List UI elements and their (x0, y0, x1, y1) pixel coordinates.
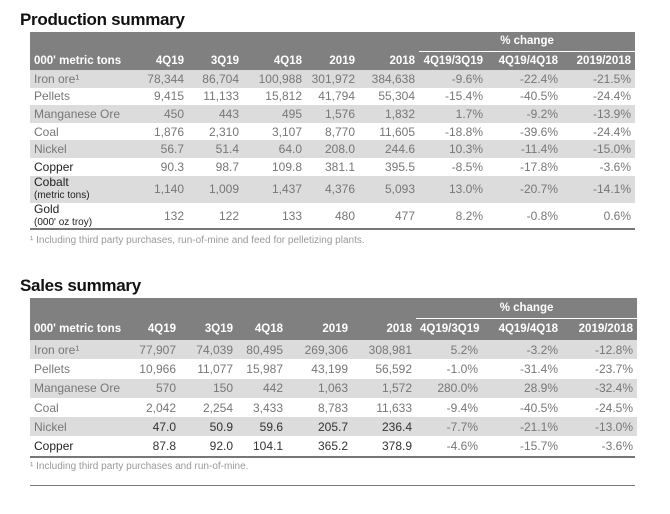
table-cell: 308,981 (352, 340, 416, 359)
table-cell: 205.7 (287, 417, 352, 436)
table-cell: 11,077 (197, 361, 233, 376)
table-cell: 56,592 (375, 361, 413, 376)
table-cell: 5,093 (359, 176, 419, 203)
table-cell: -3.6% (601, 439, 634, 454)
table-row (30, 398, 637, 417)
row-label (30, 379, 130, 398)
table-cell: 2,254 (202, 400, 233, 415)
table-cell: 8.2% (455, 209, 484, 224)
column-header: 2018 (352, 318, 416, 340)
table-row (30, 340, 637, 359)
table-row (30, 158, 635, 176)
table-cell: 3,107 (271, 124, 302, 139)
table-cell: 1,140 (140, 176, 188, 203)
table-cell: -8.5% (451, 159, 484, 174)
table-cell: 80,495 (237, 340, 287, 359)
table-cell: -22.4% (487, 70, 562, 88)
column-header: 4Q19 (130, 318, 180, 340)
row-label-text: Pellets (34, 89, 71, 104)
row-label (30, 70, 140, 88)
table-cell: -0.8% (526, 209, 559, 224)
table-cell: 51.4 (188, 140, 243, 158)
row-label-text: Manganese Ore (34, 106, 121, 121)
column-header: 2019/2018 (562, 51, 635, 70)
column-header: 2019 (287, 318, 352, 340)
table-cell: 443 (188, 105, 243, 123)
table-cell: -15.0% (562, 140, 635, 158)
table-cell: -11.4% (487, 140, 562, 158)
table-cell: 1,572 (352, 379, 416, 398)
table-cell: -9.6% (419, 70, 487, 88)
row-label (30, 340, 130, 359)
table-cell: 78,344 (140, 70, 188, 88)
table-cell: 381.1 (324, 159, 355, 174)
table-cell: 1,876 (153, 124, 184, 139)
table-cell: 395.5 (385, 159, 416, 174)
table-cell: 150 (180, 379, 237, 398)
table-cell: 90.3 (160, 159, 184, 174)
table-cell: -24.4% (593, 124, 632, 139)
table-cell: 1,009 (188, 176, 243, 203)
table-cell: -40.5% (520, 89, 559, 104)
table-cell: -4.6% (446, 439, 479, 454)
table-cell: -24.4% (593, 89, 632, 104)
table-cell: -3.6% (599, 159, 632, 174)
row-label (30, 88, 140, 106)
table-cell: 92.0 (209, 439, 233, 454)
table-cell: 269,306 (287, 340, 352, 359)
table-cell: 50.9 (180, 417, 237, 436)
table-cell: 1,437 (243, 176, 306, 203)
column-header: 2019/2018 (562, 318, 637, 340)
row-label-text: Iron ore¹ (34, 71, 80, 86)
table-cell: 8,770 (324, 124, 355, 139)
column-header: 4Q18 (243, 51, 306, 70)
table-cell: -7.7% (416, 417, 482, 436)
row-label-text: Manganese Ore (34, 381, 121, 396)
table-cell: 132 (163, 209, 184, 224)
table-cell: 1,576 (306, 105, 359, 123)
row-label (30, 398, 130, 417)
table-cell: 2,310 (208, 124, 239, 139)
table-row (30, 140, 635, 158)
table-cell: -3.2% (482, 340, 562, 359)
row-label-text: Cobalt (34, 175, 69, 190)
sales-footnote: ¹ Including third party purchases and run-of-mine. (30, 461, 249, 472)
table-cell: 280.0% (416, 379, 482, 398)
column-header: 4Q19/4Q18 (487, 51, 562, 70)
table-cell: 47.0 (130, 417, 180, 436)
table-bottom-rule (30, 228, 635, 230)
row-label-text: Coal (34, 400, 59, 415)
table-cell: 109.8 (271, 159, 302, 174)
table-cell: -15.4% (445, 89, 484, 104)
table-row (30, 105, 635, 123)
table-cell: -21.1% (482, 417, 562, 436)
table-cell: -13.0% (562, 417, 637, 436)
table-cell: 378.9 (382, 439, 413, 454)
row-label (30, 417, 130, 436)
table-cell: 28.9% (482, 379, 562, 398)
column-header: 2018 (359, 51, 419, 70)
table-cell: 87.8 (152, 439, 176, 454)
table-cell: 86,704 (188, 70, 243, 88)
column-header: 3Q19 (180, 318, 237, 340)
table-cell: 495 (243, 105, 306, 123)
table-row (30, 203, 635, 230)
table-cell: 450 (140, 105, 188, 123)
column-header: 4Q19/3Q19 (416, 318, 482, 340)
table-cell: 5.2% (416, 340, 482, 359)
table-cell: 43,199 (311, 361, 348, 376)
table-cell: -1.0% (446, 361, 479, 376)
table-row (30, 88, 635, 106)
table-cell: 480 (334, 209, 355, 224)
table-cell: 477 (395, 209, 416, 224)
production-summary-title: Production summary (20, 10, 185, 29)
table-row (30, 70, 635, 88)
table-cell: -17.8% (520, 159, 559, 174)
table-cell: 104.1 (252, 439, 283, 454)
table-cell: 10.3% (419, 140, 487, 158)
table-cell: 15,987 (246, 361, 283, 376)
table-cell: 11,133 (203, 89, 239, 104)
table-cell: 0.6% (603, 209, 632, 224)
table-cell: 133 (281, 209, 302, 224)
table-cell: 10,966 (139, 361, 176, 376)
row-label-text: Nickel (34, 142, 67, 157)
column-header: 2019 (306, 51, 359, 70)
table-bottom-rule (30, 456, 635, 458)
table-cell: -18.8% (445, 124, 484, 139)
column-header: 000' metric tons (30, 51, 140, 70)
row-label-text: Coal (34, 124, 59, 139)
row-label (30, 123, 140, 141)
table-cell: -14.1% (562, 176, 635, 203)
row-label-unit: (000' oz troy) (34, 217, 93, 229)
row-label-text: Copper (34, 439, 74, 454)
table-cell: 100,988 (243, 70, 306, 88)
row-label-text: Copper (34, 159, 74, 174)
table-cell: -40.5% (520, 400, 559, 415)
table-cell: -9.2% (487, 105, 562, 123)
table-cell: 1,063 (287, 379, 352, 398)
column-header: 3Q19 (188, 51, 243, 70)
table-cell: -39.6% (520, 124, 559, 139)
column-header: 4Q18 (237, 318, 287, 340)
table-cell: -24.5% (595, 400, 634, 415)
column-header: 000' metric tons (30, 318, 130, 340)
table-cell: 11,633 (376, 400, 413, 415)
table-cell: 3,433 (252, 400, 283, 415)
row-label-unit: (metric tons) (34, 190, 90, 202)
table-row (30, 417, 637, 436)
table-cell: 442 (237, 379, 287, 398)
row-label (30, 436, 130, 455)
table-cell: 98.7 (215, 159, 239, 174)
table-cell: 64.0 (243, 140, 306, 158)
table-cell: -12.8% (562, 340, 637, 359)
table-cell: -32.4% (562, 379, 637, 398)
row-label (30, 140, 140, 158)
table-cell: 56.7 (140, 140, 188, 158)
table-cell: 41,794 (318, 89, 355, 104)
table-row (30, 379, 637, 398)
table-cell: 122 (218, 209, 239, 224)
table-cell: 59.6 (237, 417, 287, 436)
row-label-text: Pellets (34, 361, 71, 376)
footnote-rule (30, 485, 635, 486)
table-cell: 244.6 (359, 140, 419, 158)
row-label-text: Nickel (34, 419, 67, 434)
production-footnote: ¹ Including third party purchases, run-of-mine and feed for pelletizing plants. (30, 235, 365, 246)
table-cell: 1.7% (419, 105, 487, 123)
production-summary-table (30, 32, 635, 230)
column-header: 4Q19/4Q18 (482, 318, 562, 340)
table-cell: 9,415 (153, 89, 184, 104)
table-cell: 236.4 (352, 417, 416, 436)
sales-summary-table (30, 298, 637, 456)
pct-change-header: % change (416, 298, 637, 318)
table-cell: -23.7% (595, 361, 634, 376)
table-cell: -9.4% (446, 400, 479, 415)
table-cell: -13.9% (562, 105, 635, 123)
table-cell: 2,042 (145, 400, 176, 415)
table-cell: 77,907 (130, 340, 180, 359)
table-cell: 1,832 (359, 105, 419, 123)
table-row (30, 123, 635, 141)
row-label (30, 105, 140, 123)
pct-change-header: % change (419, 32, 635, 51)
table-cell: 384,638 (359, 70, 419, 88)
table-cell: -31.4% (520, 361, 559, 376)
sales-summary-title: Sales summary (20, 276, 141, 295)
row-label-text: Iron ore¹ (34, 342, 80, 357)
table-cell: 208.0 (306, 140, 359, 158)
table-cell: 11,605 (379, 124, 416, 139)
table-cell: 4,376 (306, 176, 359, 203)
row-label (30, 176, 140, 203)
table-cell: 8,783 (317, 400, 348, 415)
table-cell: -20.7% (487, 176, 562, 203)
table-cell: 301,972 (306, 70, 359, 88)
table-cell: 74,039 (180, 340, 237, 359)
table-cell: -21.5% (562, 70, 635, 88)
table-cell: 570 (130, 379, 180, 398)
row-label (30, 158, 140, 176)
row-label (30, 203, 140, 230)
table-cell: 55,304 (378, 89, 416, 104)
row-label-text: Gold (34, 202, 60, 217)
table-row (30, 436, 637, 455)
table-row (30, 176, 635, 203)
table-cell: 15,812 (265, 89, 302, 104)
row-label (30, 359, 130, 378)
column-header: 4Q19 (140, 51, 188, 70)
column-header: 4Q19/3Q19 (419, 51, 487, 70)
table-row (30, 359, 637, 378)
table-cell: -15.7% (520, 439, 559, 454)
table-cell: 365.2 (317, 439, 348, 454)
table-cell: 13.0% (419, 176, 487, 203)
